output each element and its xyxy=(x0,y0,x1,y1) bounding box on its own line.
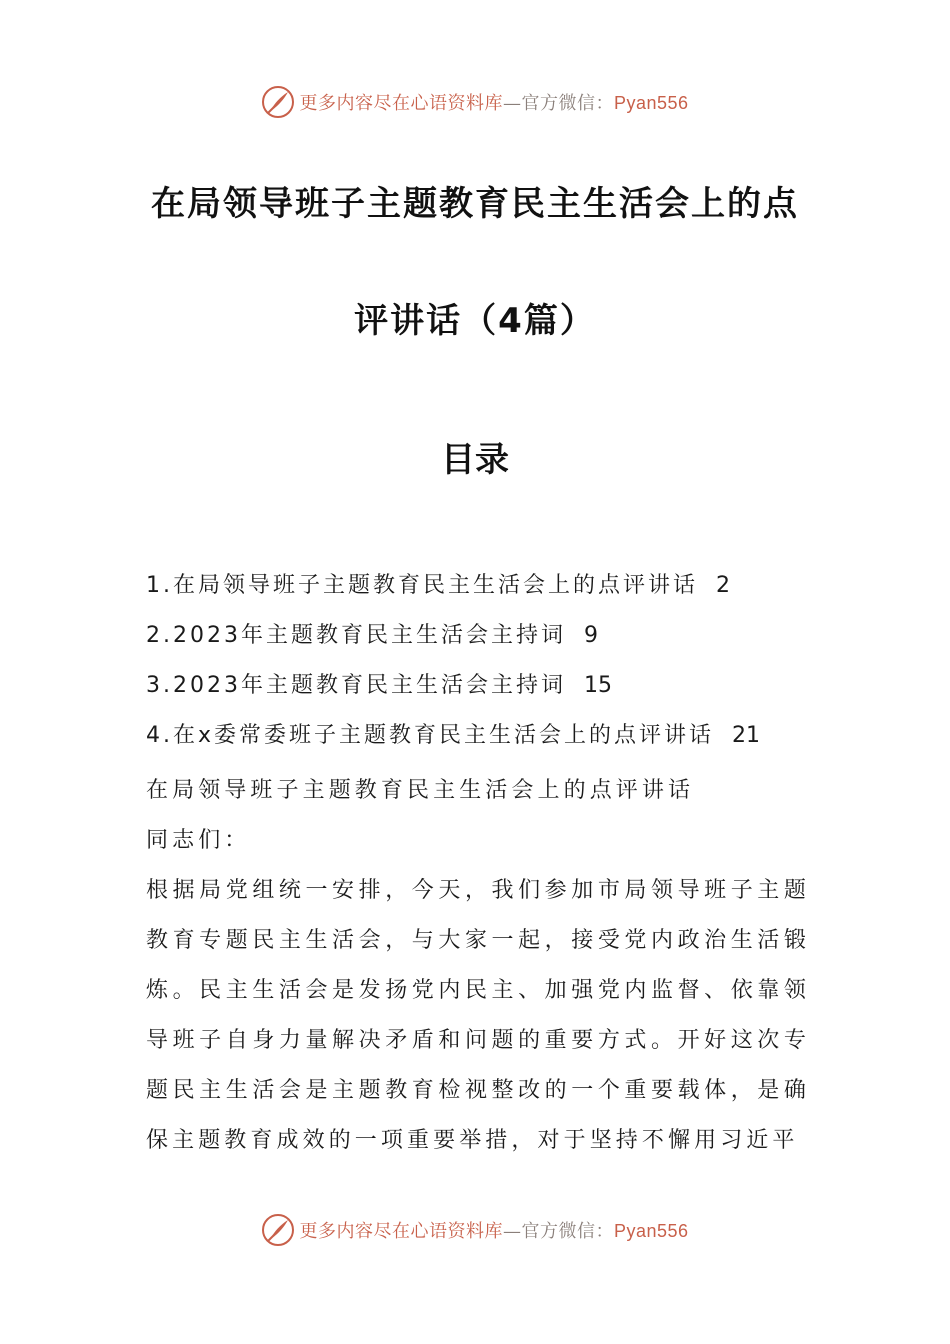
watermark-dash: — xyxy=(502,1221,522,1242)
watermark-label: 官方微信： xyxy=(521,93,614,114)
toc-entry-text: 1.在局领导班子主题教育民主生活会上的点评讲话 xyxy=(146,573,698,598)
watermark-banner-bottom xyxy=(0,1210,950,1250)
toc-entry-text: 2.2023年主题教育民主生活会主持词 xyxy=(146,623,566,648)
toc-entry-text: 4.在x委常委班子主题教育民主生活会上的点评讲话 xyxy=(146,723,715,748)
toc-heading: 目录 xyxy=(441,440,509,480)
watermark-wechat-id: Pyan556 xyxy=(613,93,689,113)
toc-entry-page: 21 xyxy=(732,723,761,748)
watermark-label: 官方微信： xyxy=(521,1221,614,1242)
document-title-line-1: 在局领导班子主题教育民主生活会上的点 xyxy=(151,184,799,224)
watermark-wechat-id: Pyan556 xyxy=(613,1221,689,1241)
table-of-contents xyxy=(146,566,826,766)
salutation: 同志们： xyxy=(146,828,251,853)
toc-entry[interactable] xyxy=(146,566,826,616)
watermark-brand: 更多内容尽在心语资料库 xyxy=(299,93,503,114)
watermark-banner-top xyxy=(0,82,950,122)
toc-entry-text: 3.2023年主题教育民主生活会主持词 xyxy=(146,673,566,698)
watermark-text xyxy=(299,89,688,115)
section-title: 在局领导班子主题教育民主生活会上的点评讲话 xyxy=(146,778,695,803)
toc-entry[interactable] xyxy=(146,666,826,716)
document-title-line-2: 评讲话（4篇） xyxy=(354,301,596,341)
toc-entry-page: 15 xyxy=(583,673,612,698)
watermark-text xyxy=(299,1217,688,1243)
document-body xyxy=(146,766,810,1166)
feather-pen-logo-icon xyxy=(261,1213,295,1247)
toc-entry-page: 9 xyxy=(583,623,598,648)
toc-entry-page: 2 xyxy=(716,573,730,598)
watermark-dash: — xyxy=(502,93,522,114)
toc-entry[interactable] xyxy=(146,616,826,666)
watermark-brand: 更多内容尽在心语资料库 xyxy=(299,1221,503,1242)
feather-pen-logo-icon xyxy=(261,85,295,119)
body-paragraph: 根据局党组统一安排，今天，我们参加市局领导班子主题教育专题民主生活会，与大家一起，接受党内政治生活锻炼。民主生活会是发扬党内民主、加强党内监督、依靠领导班子自身力量解决矛盾和问题的重要方式。开好这次专题民主生活会是主题教育检视整改的一个重要载体，是确保主题教育成效的一项重要举措，对于坚持不懈用习近平 xyxy=(146,878,810,1153)
toc-entry[interactable] xyxy=(146,716,826,766)
